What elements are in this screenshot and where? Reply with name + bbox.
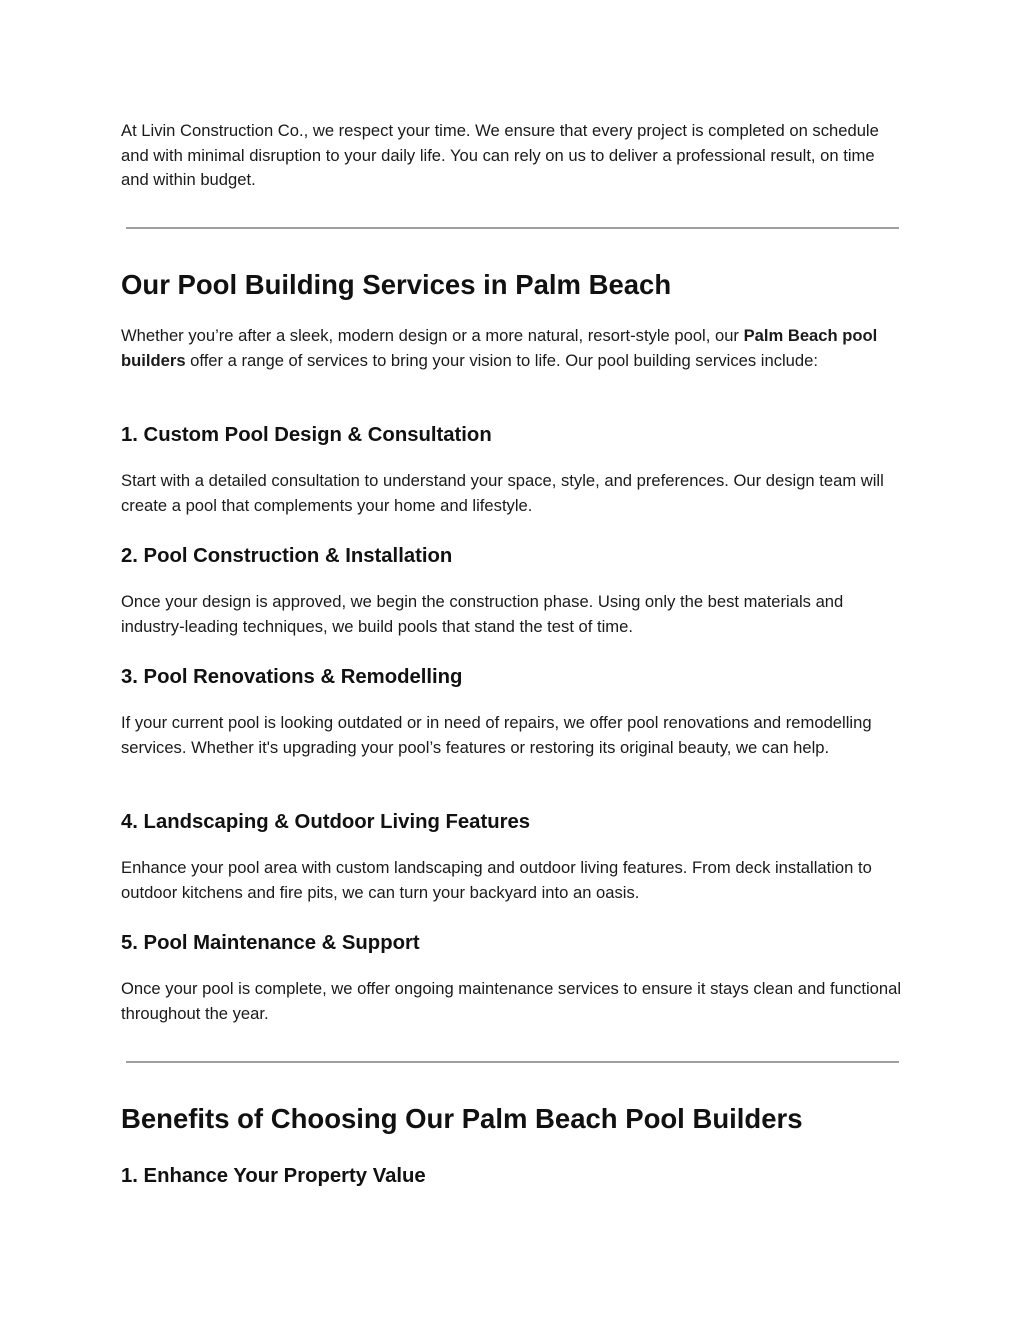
services-intro-paragraph [121,324,906,373]
benefit-title: 1. Enhance Your Property Value [121,1165,426,1187]
services-heading: Our Pool Building Services in Palm Beach [121,269,672,300]
section-divider [126,1061,899,1063]
service-title: 4. Landscaping & Outdoor Living Features [121,811,531,833]
services-intro-text: Whether you’re after a sleek, modern design or a more natural, resort-style pool, our [121,326,744,345]
service-description: Enhance your pool area with custom landscaping and outdoor living features. From deck installation to outdoor kitchens and fire pits, we can turn your backyard into an oasis. [121,858,872,902]
service-description: Start with a detailed consultation to understand your space, style, and preferences. Our design team will create a pool that complements your home and lifestyle. [121,471,884,515]
intro-paragraph: At Livin Construction Co., we respect your time. We ensure that every project is completed on schedule and with minimal disruption to your daily life. You can rely on us to deliver a professional result, on time and within budget. [121,121,879,189]
benefits-heading: Benefits of Choosing Our Palm Beach Pool Builders [121,1103,803,1134]
service-title: 1. Custom Pool Design & Consultation [121,424,492,446]
section-divider [126,227,899,229]
service-title: 5. Pool Maintenance & Support [121,932,420,954]
service-description: Once your design is approved, we begin the construction phase. Using only the best materials and industry-leading techniques, we build pools that stand the test of time. [121,592,844,636]
services-intro-text-end: offer a range of services to bring your vision to life. Our pool building services include: [185,350,818,370]
service-title: 2. Pool Construction & Installation [121,545,453,567]
service-description: If your current pool is looking outdated or in need of repairs, we offer pool renovations and remodelling services. Whether it's upgrading your pool’s features or restoring its original beauty, we can help. [121,713,872,757]
services-intro-bold-text: Palm Beach pool builders [121,326,878,370]
service-description: Once your pool is complete, we offer ongoing maintenance services to ensure it stays clean and functional throughout the year. [121,979,902,1023]
service-title: 3. Pool Renovations & Remodelling [121,666,463,688]
